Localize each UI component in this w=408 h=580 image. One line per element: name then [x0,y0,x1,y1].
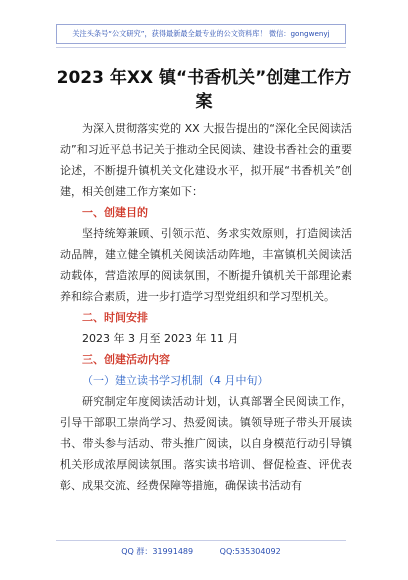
footer-divider [56,540,346,541]
section2-paragraph: 2023 年 3 月至 2023 年 11 月 [82,332,239,345]
footer [56,546,346,557]
footer-qq-group: QQ 群：31991489 [121,547,194,556]
section1-paragraph: 坚持统筹兼顾、引领示范、务求实效原则，打造阅读活动品牌，建立健全镇机关阅读活动阵地，丰富镇机关阅读活动载体，营造浓厚的阅读氛围，不断提升镇机关干部理论素养和综合素质，进一步打造学习型党组织和学习型机关。 [60,227,352,303]
document-title: 2023 年XX 镇“书香机关”创建工作方 案 [56,68,352,112]
subsection1-paragraph: 研究制定年度阅读活动计划，认真部署全民阅读工作，引导干部职工崇尚学习、热爱阅读。镇领导班子带头开展读书、带头参与活动、带头推广阅读，以自身模范行动引导镇机关形成浓厚阅读氛围。落实读书培训、督促检查、评优表彰、成果交流、经费保障等措施，确保读书活动有 [60,395,352,492]
section2-heading: 二、时间安排 [82,311,148,324]
header-divider [56,47,346,48]
document-body [60,118,352,496]
section1-heading: 一、创建目的 [82,206,148,219]
footer-qq-contact: QQ:535304092 [219,547,281,556]
intro-paragraph: 为深入贯彻落实党的 XX 大报告提出的“深化全民阅读活动”和习近平总书记关于推动全民阅读、建设书香社会的重要论述，不断提升镇机关文化建设水平，拟开展“书香机关”创建，相关创建工作方案如下： [60,122,352,198]
header-banner: 关注头条号“公文研究”，获得最新最全最专业的公文资料库！ 微信：gongwenyj [56,24,346,44]
subsection1-heading: （一）建立读书学习机制（4 月中旬） [82,374,269,387]
section3-heading: 三、创建活动内容 [82,353,170,366]
